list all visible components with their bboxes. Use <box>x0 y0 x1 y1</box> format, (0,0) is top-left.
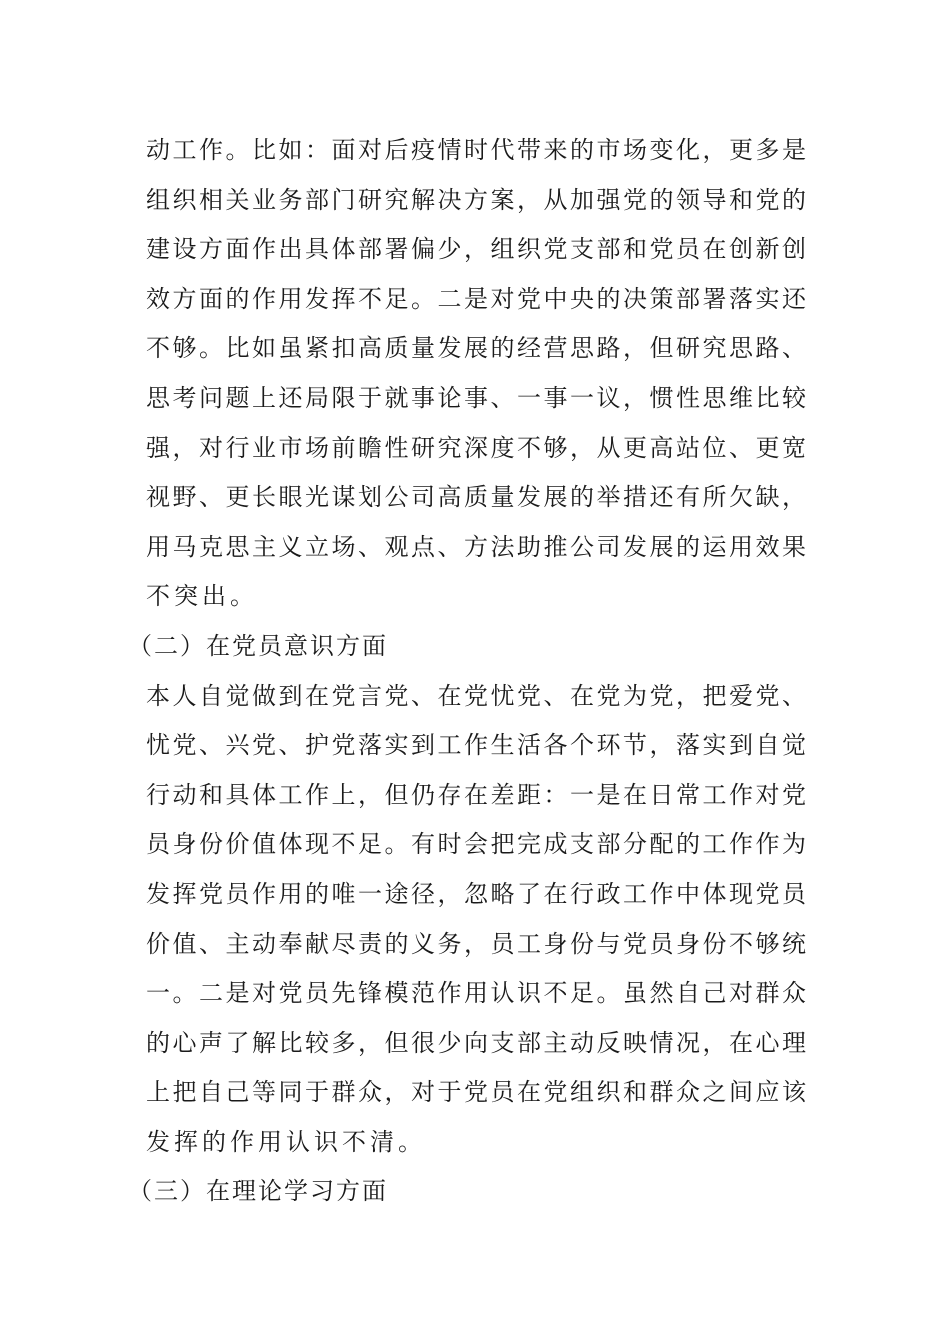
text-line: 动工作。比如：面对后疫情时代带来的市场变化，更多是 <box>146 136 806 164</box>
text-line: 强，对行业市场前瞻性研究深度不够，从更高站位、更宽 <box>146 433 806 462</box>
text-line: 视野、更长眼光谋划公司高质量发展的举措还有所欠缺， <box>146 483 806 512</box>
text-line: 上把自己等同于群众，对于党员在党组织和群众之间应该 <box>146 1078 806 1107</box>
text-line: 本人自觉做到在党言党、在党忧党、在党为党，把爱党、 <box>146 681 806 710</box>
text-line: 不够。比如虽紧扣高质量发展的经营思路，但研究思路、 <box>146 334 806 363</box>
text-line: 不突出。 <box>146 582 258 611</box>
text-line: 用马克思主义立场、观点、方法助推公司发展的运用效果 <box>146 532 806 561</box>
section-heading-party-awareness: （二）在党员意识方面 <box>128 631 388 660</box>
text-line: 忧党、兴党、护党落实到工作生活各个环节，落实到自觉 <box>146 731 806 760</box>
text-line: 价值、主动奉献尽责的义务，员工身份与党员身份不够统 <box>146 929 806 958</box>
text-line: 思考问题上还局限于就事论事、一事一议，惯性思维比较 <box>146 383 806 412</box>
section-heading-theory-study: （三）在理论学习方面 <box>128 1177 388 1206</box>
document-body <box>128 126 806 1217</box>
text-line: 员身份价值体现不足。有时会把完成支部分配的工作作为 <box>146 830 806 859</box>
text-line: 组织相关业务部门研究解决方案，从加强党的领导和党的 <box>146 185 806 214</box>
text-line: 的心声了解比较多，但很少向支部主动反映情况，在心理 <box>146 1028 806 1057</box>
text-line: 效方面的作用发挥不足。二是对党中央的决策部署落实还 <box>146 284 806 313</box>
text-line: 建设方面作出具体部署偏少，组织党支部和党员在创新创 <box>146 235 806 264</box>
text-line: 发挥的作用认识不清。 <box>146 1127 426 1156</box>
text-line: 行动和具体工作上，但仍存在差距：一是在日常工作对党 <box>146 780 806 809</box>
text-line: 一。二是对党员先锋模范作用认识不足。虽然自己对群众 <box>146 979 806 1008</box>
paragraph-party-leadership <box>146 126 806 622</box>
text-line: 发挥党员作用的唯一途径，忽略了在行政工作中体现党员 <box>146 879 806 908</box>
paragraph-party-awareness <box>146 672 806 1168</box>
